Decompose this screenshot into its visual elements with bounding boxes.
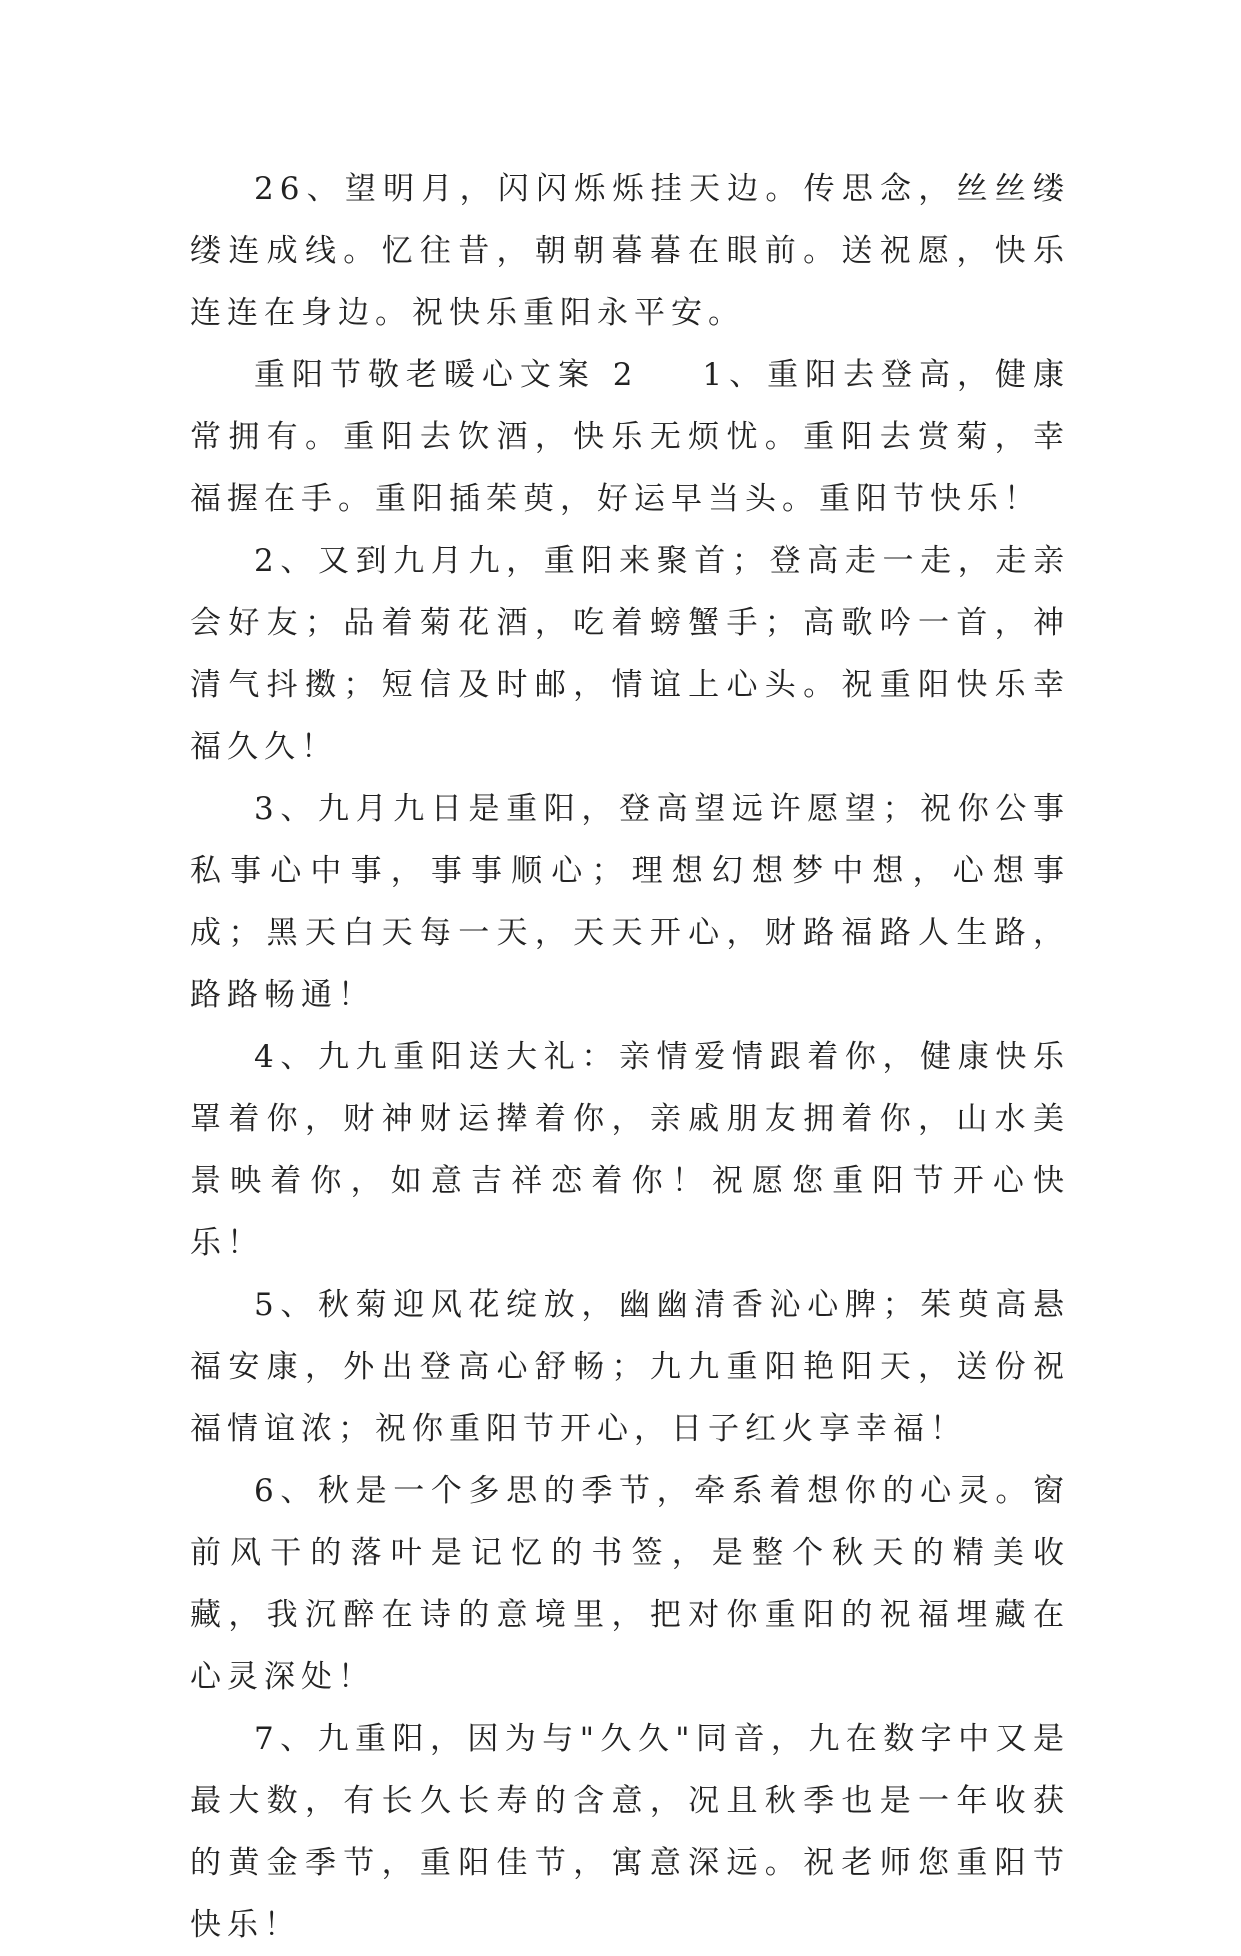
document-body	[190, 158, 1070, 1956]
paragraph-5: 5、秋菊迎风花绽放，幽幽清香沁心脾；茱萸高悬福安康，外出登高心舒畅；九九重阳艳阳天，送份祝福情谊浓；祝你重阳节开心，日子红火享幸福！	[190, 1287, 1070, 1447]
paragraph-26: 26、望明月，闪闪烁烁挂天边。传思念，丝丝缕缕连成线。忆往昔，朝朝暮暮在眼前。送祝愿，快乐连连在身边。祝快乐重阳永平安。	[190, 171, 1070, 331]
paragraph-4: 4、九九重阳送大礼：亲情爱情跟着你，健康快乐罩着你，财神财运撵着你，亲戚朋友拥着你，山水美景映着你，如意吉祥恋着你！祝愿您重阳节开心快乐！	[190, 1039, 1070, 1261]
paragraph-6: 6、秋是一个多思的季节，牵系着想你的心灵。窗前风干的落叶是记忆的书签，是整个秋天的精美收藏，我沉醉在诗的意境里，把对你重阳的祝福埋藏在心灵深处！	[190, 1473, 1070, 1695]
paragraph-1: 1、重阳去登高，健康常拥有。重阳去饮酒，快乐无烦忧。重阳去赏菊，幸福握在手。重阳插茱萸，好运早当头。重阳节快乐！	[190, 357, 1070, 517]
paragraph-2: 2、又到九月九，重阳来聚首；登高走一走，走亲会好友；品着菊花酒，吃着螃蟹手；高歌吟一首，神清气抖擞；短信及时邮，情谊上心头。祝重阳快乐幸福久久！	[190, 543, 1070, 765]
paragraph-section-2	[190, 344, 1070, 530]
section-heading: 重阳节敬老暖心文案 2	[254, 357, 639, 393]
paragraph-3: 3、九月九日是重阳，登高望远许愿望；祝你公事私事心中事，事事顺心；理想幻想梦中想，心想事成；黑天白天每一天，天天开心，财路福路人生路，路路畅通！	[190, 791, 1070, 1013]
paragraph-7: 7、九重阳，因为与"久久"同音，九在数字中又是最大数，有长久长寿的含意，况且秋季也是一年收获的黄金季节，重阳佳节，寓意深远。祝老师您重阳节快乐！	[190, 1721, 1070, 1943]
